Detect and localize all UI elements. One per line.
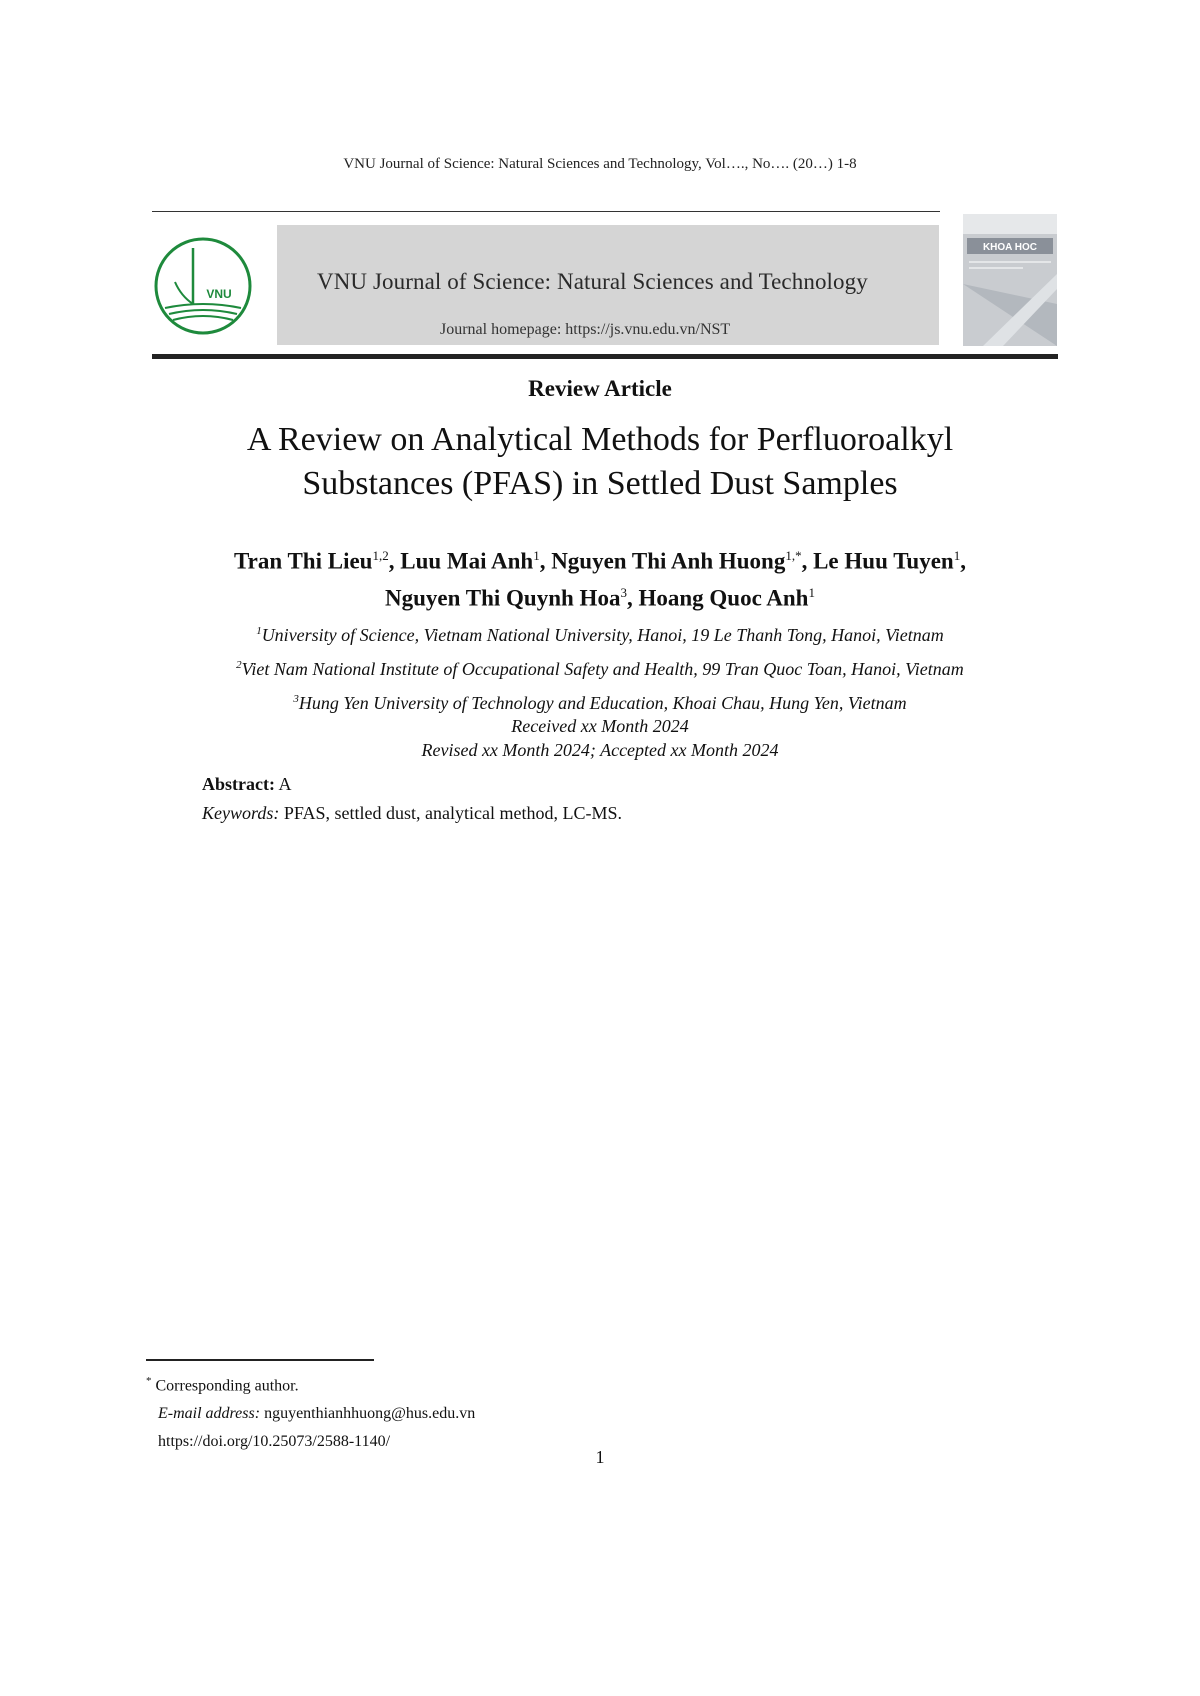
author-name: Nguyen Thi Anh Huong: [551, 548, 786, 574]
author-affil-sup: 1,*: [785, 548, 802, 563]
doi-link[interactable]: https://doi.org/10.25073/2588-1140/: [158, 1433, 391, 1451]
author-name: Le Huu Tuyen: [813, 548, 954, 574]
keywords: [202, 803, 622, 824]
email-label: E-mail address:: [158, 1405, 261, 1423]
header-rule-top: [152, 211, 940, 212]
keywords-label: Keywords:: [202, 803, 280, 823]
article-dates: [0, 714, 1200, 762]
author-line-1: Tran Thi Lieu$^{1,2}$, Luu Mai Anh$^1$, Nguyen Thi Anh Huong$^{1,*}$, Le Huu Tuyen$^1$,: [234, 548, 966, 574]
footnotes: [146, 1367, 475, 1456]
revised-accepted-date: Revised xx Month 2024; Accepted xx Month 2024: [421, 740, 779, 760]
abstract: [202, 774, 292, 795]
abstract-text: A: [274, 774, 292, 794]
affiliation: $^3$Hung Yen University of Technology and Education, Khoai Chau, Hung Yen, Vietnam: [293, 693, 907, 713]
logo-text: VNU: [206, 287, 232, 301]
article-title: [0, 418, 1200, 506]
page-number: 1: [595, 1447, 605, 1467]
keywords-text: PFAS, settled dust, analytical method, LC-MS.: [279, 803, 622, 823]
header-rule-bottom: [152, 354, 1058, 359]
abstract-label: Abstract:: [202, 774, 275, 794]
author-affil-sup: 1: [533, 548, 540, 563]
email-address[interactable]: nguyenthianhhuong@hus.edu.vn: [260, 1405, 476, 1423]
affiliation: $^1$University of Science, Vietnam National University, Hanoi, 19 Le Thanh Tong, Hanoi, Vietnam: [256, 625, 944, 645]
author-line-2: Nguyen Thi Quynh Hoa$^3$, Hoang Quoc Anh$^1$: [385, 584, 815, 611]
cover-label: KHOA HOC: [982, 242, 1038, 253]
footnote-mark: *: [146, 1375, 152, 1387]
email-note: [146, 1400, 475, 1428]
running-header: VNU Journal of Science: Natural Sciences and Technology, Vol…., No…. (20…) 1-8: [343, 156, 857, 172]
affiliation: $^2$Viet Nam National Institute of Occupational Safety and Health, 99 Tran Quoc Toan, Hanoi, Vietnam: [236, 659, 964, 679]
author-affil-sup: 3: [620, 584, 627, 600]
author-name: Hoang Quoc Anh: [638, 585, 809, 611]
journal-homepage[interactable]: Journal homepage: https://js.vnu.edu.vn/NST: [440, 321, 731, 338]
received-date: Received xx Month 2024: [511, 716, 689, 736]
affiliation-list: [0, 616, 1200, 718]
author-name: Tran Thi Lieu: [234, 548, 373, 574]
vnu-logo: [153, 236, 253, 336]
author-affil-sup: 1,2: [372, 548, 389, 563]
article-type: Review Article: [528, 376, 672, 401]
author-name: Luu Mai Anh: [400, 548, 534, 574]
author-list: [0, 540, 1200, 613]
corresponding-author-note: * Corresponding author.: [146, 1375, 299, 1395]
author-name: Nguyen Thi Quynh Hoa: [385, 585, 621, 611]
title-line-2: Substances (PFAS) in Settled Dust Samples: [302, 465, 898, 502]
author-affil-sup: 1: [953, 548, 961, 563]
journal-banner: [277, 225, 939, 345]
author-affil-sup: 1: [808, 584, 815, 600]
journal-title: VNU Journal of Science: Natural Sciences and Technology: [317, 269, 868, 294]
journal-cover-image: [963, 214, 1057, 346]
footnote-rule: [146, 1359, 374, 1361]
title-line-1: A Review on Analytical Methods for Perfluoroalkyl: [246, 421, 954, 458]
